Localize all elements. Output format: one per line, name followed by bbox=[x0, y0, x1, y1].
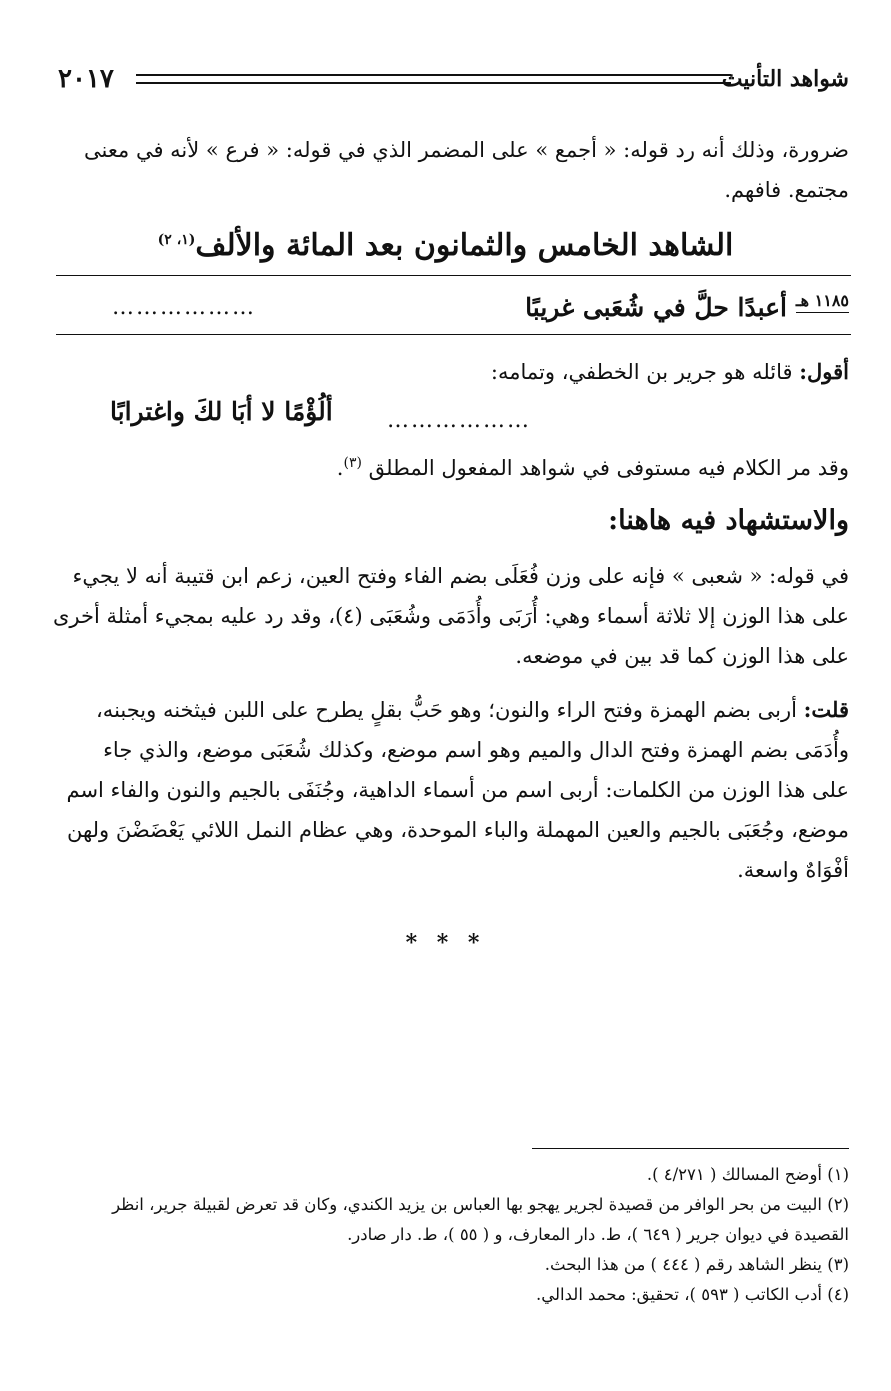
verse-number-mark: هـ bbox=[795, 291, 810, 310]
qult-line-4: موضع، وجُعَبَى بالجيم والعين المهملة والباء الموحدة، وهي عظام النمل اللائي يَعْضَضْنَ ولهن bbox=[66, 818, 849, 842]
shahid-heading bbox=[56, 220, 835, 272]
running-header bbox=[58, 62, 849, 96]
second-hemistich: ألُؤْمًا لا أبَا لكَ واغترابًا bbox=[110, 397, 333, 426]
rule-top bbox=[56, 275, 851, 276]
previous-line: وقد مر الكلام فيه مستوفى في شواهد المفعول المطلق $^{(٣)}$. bbox=[336, 455, 849, 480]
footnotes bbox=[48, 1160, 849, 1310]
shahid-title-text: الشاهد الخامس والثمانون بعد المائة والألف bbox=[195, 228, 734, 263]
page-number: ٢٠١٧ bbox=[58, 64, 114, 94]
qawl-text: قائله هو جرير بن الخطفي، وتمامه: bbox=[490, 360, 793, 384]
header-double-rule bbox=[136, 74, 731, 84]
shahid-title-refs: (١، ٢) bbox=[157, 232, 196, 248]
verse-dots: ……………… bbox=[112, 295, 256, 320]
qawl-line bbox=[50, 352, 849, 392]
qult-line-3: على هذا الوزن من الكلمات: أربى اسم من أسماء الداهية، وجُنَفَى بالجيم والنون والفاء اسم bbox=[66, 778, 849, 802]
footnote-2-cont: القصيدة في ديوان جرير ( ٦٤٩ )، ط. دار المعارف، و ( ٥٥ )، ط. دار صادر. bbox=[347, 1225, 849, 1244]
footnote-3: (٣) ينظر الشاهد رقم ( ٤٤٤ ) من هذا البحث. bbox=[544, 1255, 849, 1274]
verse-number bbox=[796, 290, 849, 313]
footnote-2: (٢) البيت من بحر الوافر من قصيدة لجرير يهجو بها العباس بن يزيد الكندي، وكان قد تعرض لقبيلة جرير، انظر bbox=[112, 1195, 849, 1214]
qult-paragraph bbox=[50, 690, 849, 890]
istishhad-line-1: في قوله: « شعبى » فإنه على وزن فُعَلَى بضم الفاء وفتح العين، زعم ابن قتيبة أنه لا يجيء bbox=[72, 564, 849, 588]
verse-first-line bbox=[56, 288, 849, 328]
chapter-title: شواهد التأنيث bbox=[721, 66, 849, 92]
istishhad-line-3: على هذا الوزن كما قد بين في موضعه. bbox=[515, 644, 849, 668]
qult-line-1 bbox=[50, 690, 849, 730]
footnote-1: (١) أوضح المسالك ( ٤/٢٧١ ). bbox=[646, 1165, 849, 1184]
intro-line-1: ضرورة، وذلك أنه رد قوله: « أجمع » على المضمر الذي في قوله: « فرع » لأنه في معنى bbox=[84, 138, 849, 162]
previous-text: وقد مر الكلام فيه مستوفى في شواهد المفعول المطلق bbox=[368, 456, 849, 480]
qult-label: قلت: bbox=[803, 697, 849, 722]
section-separator: * * * bbox=[405, 930, 486, 956]
qult-line-2: وأُدَمَى بضم الهمزة وفتح الدال والميم وهو اسم موضع، وكذلك شُعَبَى موضع، والذي جاء bbox=[103, 738, 849, 762]
istishhad-heading: والاستشهاد فيه هاهنا: bbox=[608, 505, 849, 536]
first-hemistich: أعبدًا حلَّ في شُعَبى غريبًا bbox=[525, 293, 787, 322]
qawl-label: أقول: bbox=[799, 359, 849, 384]
istishhad-paragraph bbox=[50, 556, 849, 676]
qult-line-1-text: أربى بضم الهمزة وفتح الراء والنون؛ وهو حَبُّ بقلٍ يطرح على اللبن فيثخنه ويجبنه، bbox=[96, 698, 797, 722]
intro-line-2: مجتمع. فافهم. bbox=[724, 178, 849, 202]
verse-number-digits: ١١٨٥ bbox=[814, 291, 849, 310]
footnote-4: (٤) أدب الكاتب ( ٥٩٣ )، تحقيق: محمد الدالي. bbox=[536, 1285, 849, 1304]
qult-line-5: أفْوَاهٌ واسعة. bbox=[737, 858, 849, 882]
istishhad-line-2: على هذا الوزن إلا ثلاثة أسماء وهي: أُرَبَى وأُدَمَى وشُعَبَى (٤)، وقد رد عليه بمجيء أمثلة أخرى bbox=[52, 604, 849, 628]
intro-paragraph bbox=[50, 130, 849, 210]
previous-ref: (٣) bbox=[343, 455, 362, 471]
second-hemistich-dots: ……………… bbox=[387, 408, 531, 433]
footnote-rule bbox=[532, 1148, 849, 1149]
rule-bottom bbox=[56, 334, 851, 335]
